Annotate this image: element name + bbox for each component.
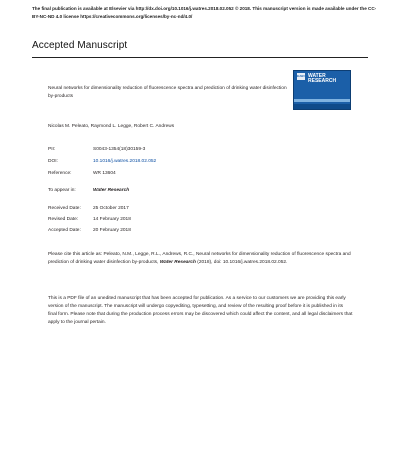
publisher-logo: ELSEVIER	[297, 75, 309, 78]
disclaimer-paragraph: This is a PDF file of an unedited manuscript that has been accepted for publication. As a service to our customers we are providing this early version of the manuscript. The manuscript will undergo copyediting, typesetting, and review of the resulting proof before it is published in its final form. Please note that during the production process errors may be discovered which could affect the content, and all legal disclaimers that apply to the journal pertain.	[48, 296, 353, 325]
accepted-label: Accepted Date:	[48, 228, 81, 233]
journal-cover-title	[308, 74, 348, 85]
license-notice: The final publication is available at Elsevier via http://dx.doi.org/10.1016/j.watres.2018.02.052 © 2018. This manuscript version is made available under the CC-BY-NC-ND 4.0 license https://creativecommons.org/licenses/by-nc-nd/4.0/	[32, 6, 377, 19]
title-divider	[32, 57, 368, 58]
doi-label: DOI:	[48, 159, 58, 164]
revised-label: Revised Date:	[48, 217, 79, 222]
citation-suffix: (2018), doi: 10.1016/j.watres.2018.02.052.	[195, 260, 288, 265]
accepted-date: 20 February 2018	[93, 228, 131, 233]
journal-cover	[293, 70, 351, 110]
cover-band	[294, 104, 350, 109]
cover-stripe	[294, 99, 350, 102]
received-date: 25 October 2017	[93, 206, 129, 211]
citation-journal: Water Research	[159, 260, 196, 265]
citation-paragraph	[48, 251, 353, 267]
journal-cover-line2: RESEARCH	[308, 78, 337, 85]
article-title: Neural networks for dimensionality reduction of fluorescence spectra and prediction of drinking water disinfection by-products	[48, 86, 287, 99]
received-label: Received Date:	[48, 206, 81, 211]
citation-prefix: Please cite this article as: Peleato, N.M., Legge, R.L., Andrews, R.C., Neural networks for dimensionality reduction of fluorescence spectra and prediction of drinking water disinfection by-products,	[48, 252, 351, 265]
doi-link[interactable]: 10.1016/j.watres.2018.02.052	[93, 159, 157, 164]
pii-value: S0043-1354(18)30159-3	[93, 147, 146, 152]
revised-date: 14 February 2018	[93, 217, 131, 222]
page-title: Accepted Manuscript	[32, 40, 128, 51]
journal-cover-line1: WATER	[308, 73, 326, 79]
journal-name: Water Research	[93, 188, 130, 193]
reference-label: Reference:	[48, 171, 72, 176]
authors: Nicolas M. Peleato, Raymond L. Legge, Robert C. Andrews	[48, 124, 175, 129]
reference-value: WR 13604	[93, 171, 116, 176]
pii-label: PII:	[48, 147, 56, 152]
appear-label: To appear in:	[48, 188, 76, 193]
